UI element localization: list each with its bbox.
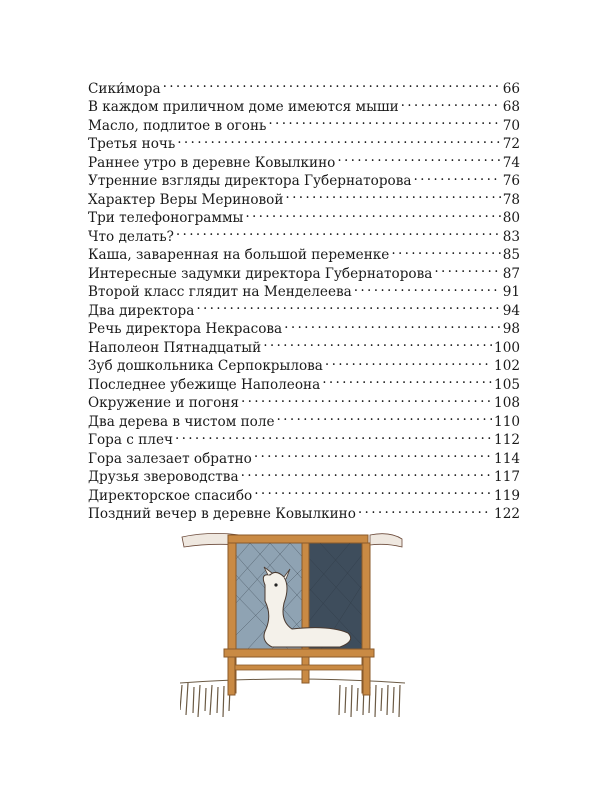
toc-entry-page: 72 [502, 136, 520, 152]
toc-entry [88, 74, 520, 97]
toc-dot-leader [241, 389, 492, 408]
toc-entry-page: 108 [494, 395, 520, 411]
toc-entry-page: 119 [494, 487, 520, 504]
toc-entry-title: Раннее утро в деревне Ковылкино [88, 154, 336, 171]
toc-entry-title: Гора залезает обратно [88, 450, 252, 467]
toc-entry-page: 98 [502, 321, 520, 337]
toc-entry-title: Третья ночь [88, 136, 176, 152]
toc-entry-title: Каша, заваренная на большой переменке [88, 247, 390, 263]
toc-entry-title: Три телефонограммы [88, 210, 244, 226]
toc-entry-page: 83 [502, 228, 520, 245]
toc-dot-leader [337, 148, 500, 167]
toc-dot-leader [322, 370, 492, 389]
toc-dot-leader [254, 444, 492, 463]
toc-entry-page: 102 [494, 358, 520, 374]
toc-entry-title: Два директора [88, 302, 195, 319]
toc-dot-leader [177, 130, 500, 149]
toc-dot-leader [358, 500, 492, 519]
toc-dot-leader [354, 278, 501, 297]
toc-dot-leader [325, 352, 492, 371]
illustration-cage-with-bird [180, 525, 405, 730]
toc-dot-leader [268, 111, 500, 130]
toc-entry-page: 117 [494, 469, 520, 485]
toc-dot-leader [263, 333, 492, 352]
toc-entry-page: 87 [502, 265, 520, 282]
toc-entry-title: Директорское спасибо [88, 487, 253, 504]
toc-entry-title: Сики́мора [88, 80, 161, 97]
toc-dot-leader [434, 259, 500, 278]
toc-entry-page: 74 [502, 154, 520, 171]
toc-entry-title: В каждом приличном доме имеются мыши [88, 99, 399, 115]
toc-entry-title: Наполеон Пятнадцатый [88, 339, 262, 356]
toc-entry-title: Два дерева в чистом поле [88, 413, 275, 430]
toc-dot-leader [241, 463, 492, 482]
toc-dot-leader [391, 241, 500, 260]
toc-entry-page: 80 [502, 210, 520, 226]
toc-dot-leader [175, 426, 492, 445]
toc-entry-title: Зуб дошкольника Серпокрылова [88, 358, 323, 374]
toc-entry-title: Утренние взгляды директора Губернаторова [88, 173, 412, 189]
toc-entry-page: 78 [502, 191, 520, 208]
toc-entry-title: Окружение и погоня [88, 395, 239, 411]
toc-entry-title: Друзья звероводства [88, 469, 239, 485]
toc-dot-leader [414, 167, 501, 186]
ground-line [180, 679, 405, 683]
toc-entry-page: 91 [502, 284, 520, 300]
toc-dot-leader [163, 74, 501, 93]
toc-entry-title: Что делать? [88, 228, 174, 245]
toc-dot-leader [285, 185, 500, 204]
toc-entry-page: 100 [494, 339, 520, 356]
toc-entry-page: 76 [502, 173, 520, 189]
toc-entry-title: Масло, подлитое в огонь [88, 117, 267, 134]
cage-frame [224, 535, 374, 695]
toc-entry-title: Гора с плеч [88, 432, 173, 448]
toc-entry-page: 94 [502, 302, 520, 319]
toc-entry-title: Речь директора Некрасова [88, 321, 283, 337]
toc-dot-leader [277, 407, 493, 426]
toc-entry-page: 105 [494, 376, 520, 393]
snow-bank-right [370, 534, 402, 547]
toc-entry-page: 114 [494, 450, 520, 467]
toc-entry-page: 68 [502, 99, 520, 115]
toc-entry-page: 110 [494, 413, 520, 430]
toc-entry-page: 122 [494, 506, 520, 522]
toc-entry-title: Второй класс глядит на Менделеева [88, 284, 352, 300]
toc-entry-title: Интересные задумки директора Губернаторова [88, 265, 433, 282]
toc-dot-leader [176, 222, 501, 241]
toc-entry-page: 70 [502, 117, 520, 134]
toc-entry-title: Последнее убежище Наполеона [88, 376, 321, 393]
table-of-contents [88, 74, 520, 522]
toc-dot-leader [196, 296, 500, 315]
toc-dot-leader [254, 481, 492, 500]
toc-dot-leader [401, 93, 501, 112]
toc-entry-title: Характер Веры Мериновой [88, 191, 284, 208]
toc-entry-page: 85 [502, 247, 520, 263]
toc-entry-page: 112 [494, 432, 520, 448]
toc-dot-leader [284, 315, 501, 334]
toc-entry-title: Поздний вечер в деревне Ковылкино [88, 506, 356, 522]
toc-entry-page: 66 [502, 80, 520, 97]
toc-dot-leader [245, 204, 500, 223]
